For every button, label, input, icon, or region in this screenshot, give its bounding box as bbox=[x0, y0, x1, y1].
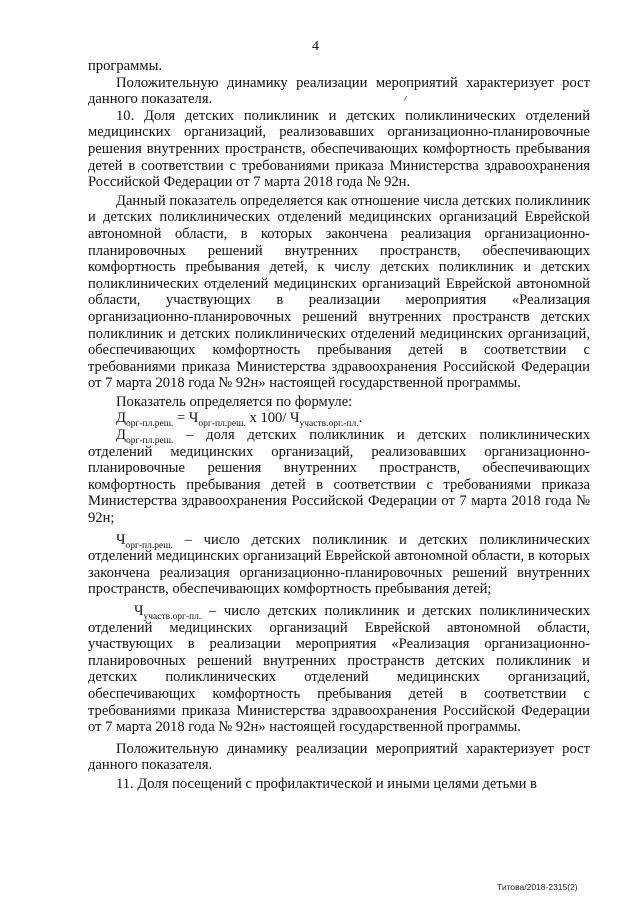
page-number: 4 bbox=[312, 39, 319, 54]
definition-d-text: – доля детских поликлиник и детских поликлинических отделений медицинских организаций, реализовавших организационно-планировочные решения внутренних пространств, обеспечивающих комфортность пребывания детей в соответствии с требованиями приказа Министерства здравоохранения Российской Федерации от 7 марта 2018 года № 92н; bbox=[88, 427, 590, 527]
formula-ch2: Ч bbox=[290, 410, 300, 427]
formula-end: . bbox=[358, 410, 363, 427]
definition-d bbox=[88, 427, 590, 527]
formula-ch2-sub: участв.орг.-пл. bbox=[299, 419, 359, 430]
paragraph-dynamics-2: Положительную динамику реализации мероприятий характеризует рост данного показателя. bbox=[88, 740, 590, 774]
paragraph-formula-intro: Показатель определяется по формуле: bbox=[116, 393, 353, 410]
definition-d-sub: орг-пл.реш. bbox=[125, 435, 174, 446]
formula-ch-sub: орг-пл.реш. bbox=[198, 419, 246, 430]
definition-ch-sub: орг-пл.реш. bbox=[125, 540, 173, 551]
paragraph-indicator-11: 11. Доля посещений с профилактической и иными целями детьми в bbox=[116, 775, 537, 792]
document-body bbox=[88, 58, 590, 793]
footer-code: Титова/2018-2315(2) bbox=[497, 882, 578, 892]
formula-eq: = bbox=[173, 410, 189, 427]
formula bbox=[88, 410, 590, 430]
formula-d: Д bbox=[116, 410, 126, 427]
paragraph-indicator-10: 10. Доля детских поликлиник и детских поликлинических отделений медицинских организаций, реализовавших организационно-планировочные решения внутренних пространств, обеспечивающих комфортность пребывания детей в соответствии с требованиями приказа Министерства здравоохранения Российской Федерации от 7 марта 2018 года № 92н. bbox=[88, 107, 590, 191]
formula-d-sub: орг-пл.реш. bbox=[125, 419, 174, 430]
definition-ch-symbol: Ч bbox=[116, 531, 126, 548]
definition-ch-text: – число детских поликлиник и детских поликлинических отделений медицинских организаций Еврейской автономной области, в которых закончена реализация организационно-планировочных решений внутренних пространств, обеспечивающих комфортность пребывания детей; bbox=[88, 531, 590, 598]
definition-ch2-text: – число детских поликлиник и детских поликлинических отделений медицинских организаций Еврейской автономной области, участвующих в реализации мероприятия «Реализация организационно-планировочных решений внутренних пространств детских поликлиник и детских поликлинических отделений медицинских организаций, обеспечивающих комфортность пребывания детей в соответствии с требованиями приказа Министерства здравоохранения Российской Федерации от 7 марта 2018 года № 92н» настоящей государственной программы. bbox=[88, 603, 590, 736]
formula-mid: х 100/ bbox=[245, 410, 291, 427]
paragraph-indicator-definition: Данный показатель определяется как отношение числа детских поликлиник и детских поликлинических отделений медицинских организаций Еврейской автономной области, в которых закончена реализация организационно-планировочных решений внутренних пространств, обеспечивающих комфортность пребывания детей, к числу детских поликлиник и детских поликлинических отделений медицинских организаций Еврейской автономной области, участвующих в реализации мероприятия «Реализация организационно-планировочных решений внутренних пространств детских поликлиник и детских поликлинических отделений медицинских организаций, обеспечивающих комфортность пребывания детей в соответствии с требованиями приказа Министерства здравоохранения Российской Федерации от 7 марта 2018 года № 92н» настоящей государственной программы. bbox=[88, 192, 590, 392]
definition-ch2-symbol: Ч bbox=[134, 603, 144, 619]
definition-d-symbol: Д bbox=[116, 427, 126, 444]
definition-ch2 bbox=[88, 603, 590, 736]
formula-ch: Ч bbox=[188, 410, 199, 427]
paragraph-dynamics: Положительную динамику реализации мероприятий характеризует рост данного показателя. bbox=[88, 74, 590, 108]
paragraph-continuation: программы. bbox=[88, 58, 163, 74]
definition-ch2-sub: участв.орг-пл. bbox=[143, 611, 202, 622]
definition-ch bbox=[88, 532, 590, 598]
